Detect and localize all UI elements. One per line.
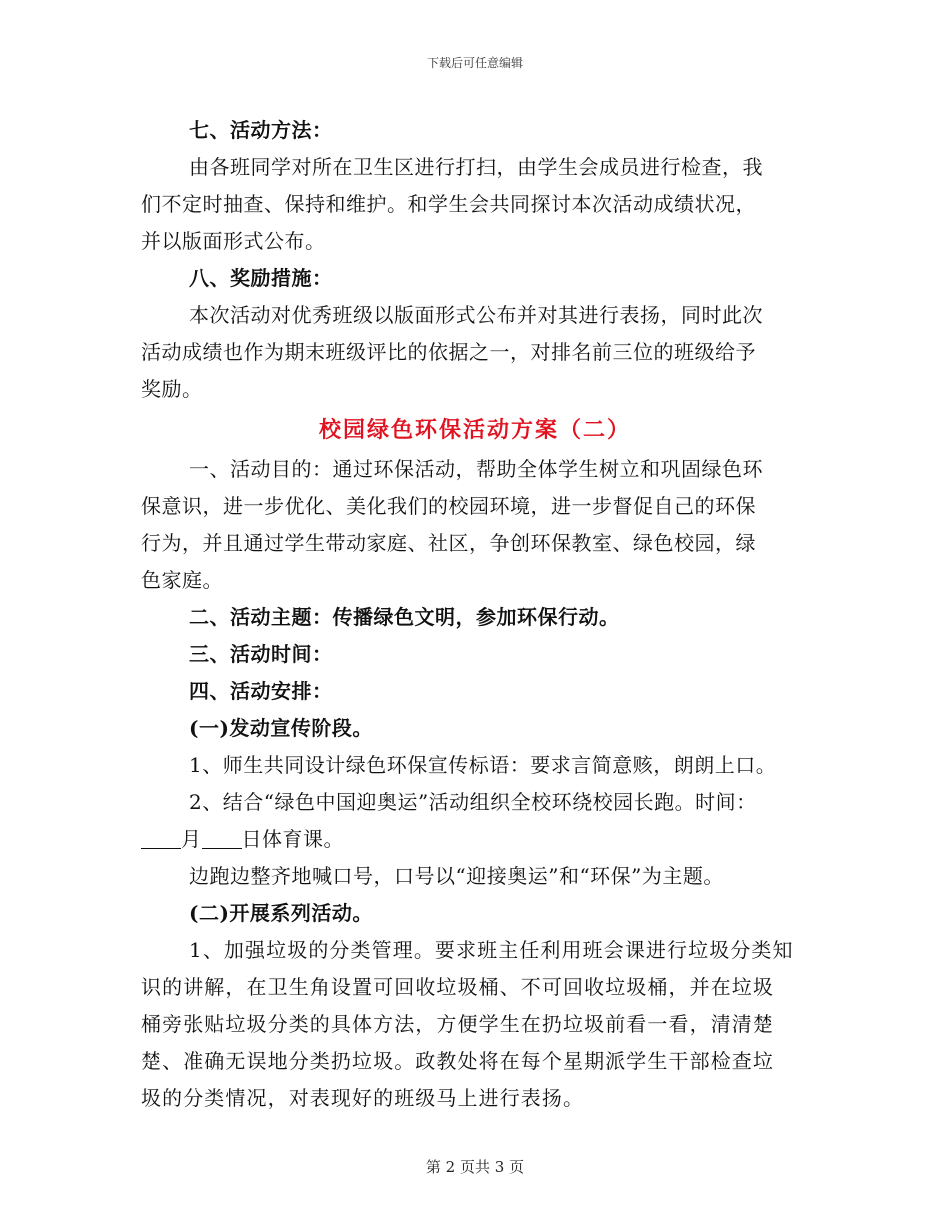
- section-7-heading: 七、活动方法：: [189, 118, 333, 142]
- goal-paragraph-line: 一、活动目的：通过环保活动，帮助全体学生树立和巩固绿色环: [189, 457, 763, 481]
- arrangement-heading: 四、活动安排：: [189, 679, 333, 703]
- page-header-note: 下载后可任意编辑: [426, 56, 523, 70]
- time-heading: 三、活动时间：: [189, 642, 333, 666]
- day-label: 日体育课。: [241, 827, 344, 851]
- section-8-paragraph-line: 活动成绩也作为期末班级评比的依据之一，对排名前三位的班级给予: [141, 340, 756, 364]
- phase-2-item-1-line: 桶旁张贴垃圾分类的具体方法，方便学生在扔垃圾前看一看，清清楚: [141, 1012, 774, 1036]
- phase-2-item-1-line: 楚、准确无误地分类扔垃圾。政教处将在每个星期派学生干部检查垃: [141, 1049, 774, 1073]
- phase-2-item-1-line: 1、加强垃圾的分类管理。要求班主任利用班会课进行垃圾分类知: [189, 938, 794, 962]
- phase-2-heading: (二)开展系列活动。: [189, 901, 373, 925]
- goal-paragraph-line: 色家庭。: [141, 568, 223, 592]
- section-8-paragraph-line: 本次活动对优秀班级以版面形式公布并对其进行表扬，同时此次: [189, 303, 763, 327]
- month-blank: [141, 828, 181, 849]
- phase-2-item-1-line: 圾的分类情况，对表现好的班级马上进行表扬。: [141, 1086, 585, 1110]
- phase-1-item-2-line: 2、结合“绿色中国迎奥运”活动组织全校环绕校园长跑。时间：: [189, 790, 757, 814]
- phase-2-item-1-line: 识的讲解，在卫生角设置可回收垃圾桶、不可回收垃圾桶，并在垃圾: [141, 975, 774, 999]
- plan-2-title: 校园绿色环保活动方案（二）: [318, 417, 631, 443]
- month-label: 月: [181, 827, 202, 851]
- goal-paragraph-line: 行为，并且通过学生带动家庭、社区，争创环保教室、绿色校园，绿: [141, 531, 756, 555]
- section-8-paragraph-line: 奖励。: [141, 377, 203, 401]
- phase-1-heading: (一)发动宣传阶段。: [189, 716, 373, 740]
- document-body: [141, 112, 809, 1117]
- section-8-heading: 八、奖励措施：: [189, 266, 333, 290]
- goal-paragraph-line: 保意识，进一步优化、美化我们的校园环境，进一步督促自己的环保: [141, 494, 756, 518]
- phase-1-item-2-line: 边跑边整齐地喊口号，口号以“迎接奥运”和“环保”为主题。: [189, 864, 724, 888]
- section-7-paragraph-line: 们不定时抽查、保持和维护。和学生会共同探讨本次活动成绩状况，: [141, 192, 756, 216]
- phase-1-item-1: 1、师生共同设计绿色环保宣传标语：要求言简意赅，朗朗上口。: [189, 753, 777, 777]
- phase-1-item-2-date-line: [141, 821, 809, 858]
- theme-heading: 二、活动主题：传播绿色文明，参加环保行动。: [189, 605, 620, 629]
- page-footer-number: 第 2 页共 3 页: [425, 1158, 525, 1176]
- day-blank: [202, 828, 242, 849]
- section-7-paragraph-line: 由各班同学对所在卫生区进行打扫，由学生会成员进行检查，我: [189, 155, 763, 179]
- section-7-paragraph-line: 并以版面形式公布。: [141, 229, 326, 253]
